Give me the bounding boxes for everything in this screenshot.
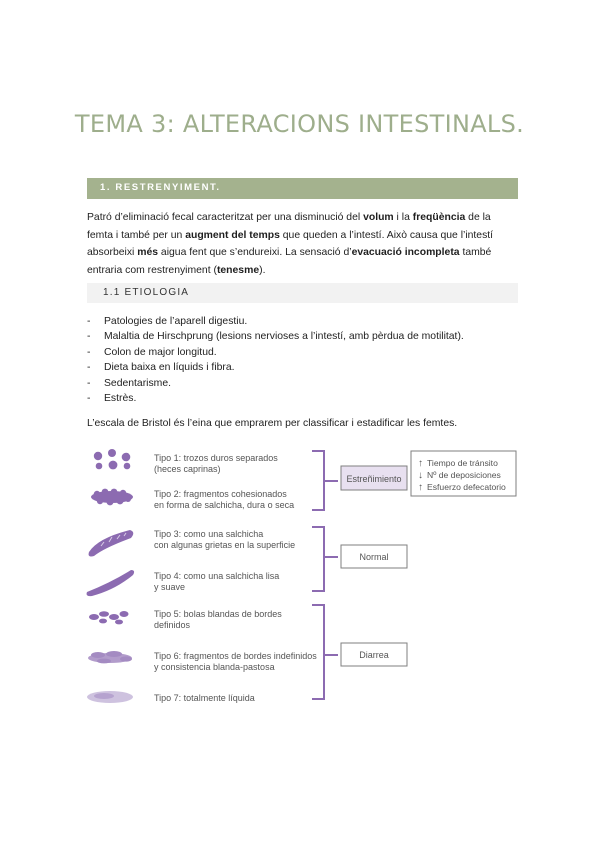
constipation-bracket <box>312 451 324 510</box>
list-item-text: Malaltia de Hirschprung (lesions nervioses a l’intestí, amb pèrdua de motilitat). <box>104 331 464 343</box>
arrow-up-icon: ↑ <box>418 458 423 469</box>
type2-label-line2: en forma de salchicha, dura o seca <box>154 500 295 510</box>
arrow-down-icon: ↓ <box>418 470 423 481</box>
bold-term: augment del temps <box>185 229 280 241</box>
type7-label: Tipo 7: totalmente líquida <box>154 693 255 703</box>
paragraph-text: aigua fent que s’endureixi. La sensació d’ <box>158 247 352 259</box>
bold-term: freqüència <box>412 212 466 223</box>
type5-label-line2: definidos <box>154 620 191 630</box>
stool-type2-icon <box>91 489 133 506</box>
stool-type5-icon <box>89 611 129 624</box>
bullet-dash: - <box>87 393 91 405</box>
type3-label-line2: con algunas grietas en la superficie <box>154 540 296 550</box>
bold-term: més <box>137 247 159 259</box>
type5-label-line1: Tipo 5: bolas blandas de bordes <box>154 609 282 619</box>
subsection-heading: 1.1 ETIOLOGIA <box>103 287 190 298</box>
type3-label-line1: Tipo 3: como una salchicha <box>154 529 264 539</box>
normal-bracket <box>312 527 324 591</box>
type4-label-line2: y suave <box>154 582 186 592</box>
paragraph-text: ). <box>259 264 266 276</box>
stool-type6-icon <box>88 651 132 663</box>
list-item-text: Estrès. <box>104 393 137 405</box>
list-item-text: Sedentarisme. <box>104 377 171 389</box>
diarrhea-label: Diarrea <box>359 650 389 660</box>
bristol-intro: L’escala de Bristol és l’eina que emprarem per classificar i estadificar les femtes. <box>87 418 458 429</box>
constipation-label: Estreñimiento <box>346 474 402 484</box>
type1-label-line1: Tipo 1: trozos duros separados <box>154 453 278 463</box>
effect-transit-time: Tiempo de tránsito <box>427 458 498 468</box>
list-item-text: Patologies de l’aparell digestiu. <box>104 316 248 327</box>
list-item-text: Colon de major longitud. <box>104 346 217 358</box>
paragraph-text: i la <box>393 212 413 223</box>
bullet-dash: - <box>87 316 91 327</box>
stool-type1-icon <box>94 449 131 469</box>
page-title: TEMA 3: ALTERACIONS INTESTINALS. <box>74 110 525 138</box>
bullet-dash: - <box>87 331 91 343</box>
bold-term: evacuació incompleta <box>351 247 460 259</box>
paragraph-text: també entraria com restrenyiment ( <box>87 247 492 276</box>
bold-term: volum <box>363 212 394 223</box>
paragraph-text: Patró d’eliminació fecal caracteritzat per una disminució del <box>87 212 364 223</box>
bullet-dash: - <box>87 377 91 389</box>
stool-type7-icon <box>87 691 133 703</box>
stool-type4-icon <box>87 570 135 596</box>
paragraph-text: que queden a l’intestí. Això causa que l’intestí absorbeixi <box>87 229 494 259</box>
stool-type3-icon <box>89 530 134 557</box>
paragraph-text: de la femta i també per un <box>87 212 491 241</box>
effect-depositions: Nº de deposiciones <box>427 470 501 480</box>
effect-straining: Esfuerzo defecatorio <box>427 482 506 492</box>
type6-label-line1: Tipo 6: fragmentos de bordes indefinidos <box>154 651 317 661</box>
bullet-dash: - <box>87 362 91 374</box>
bold-term: tenesme <box>216 264 260 276</box>
bullet-dash: - <box>87 346 91 358</box>
type2-label-line1: Tipo 2: fragmentos cohesionados <box>154 489 287 499</box>
type6-label-line2: y consistencia blanda-pastosa <box>154 662 275 672</box>
type1-label-line2: (heces caprinas) <box>154 464 221 474</box>
arrow-up-icon: ↑ <box>418 482 423 493</box>
section-heading: 1. RESTRENYIMENT. <box>100 182 221 193</box>
type4-label-line1: Tipo 4: como una salchicha lisa <box>154 571 280 581</box>
normal-label: Normal <box>359 552 389 562</box>
list-item-text: Dieta baixa en líquids i fibra. <box>104 362 235 374</box>
